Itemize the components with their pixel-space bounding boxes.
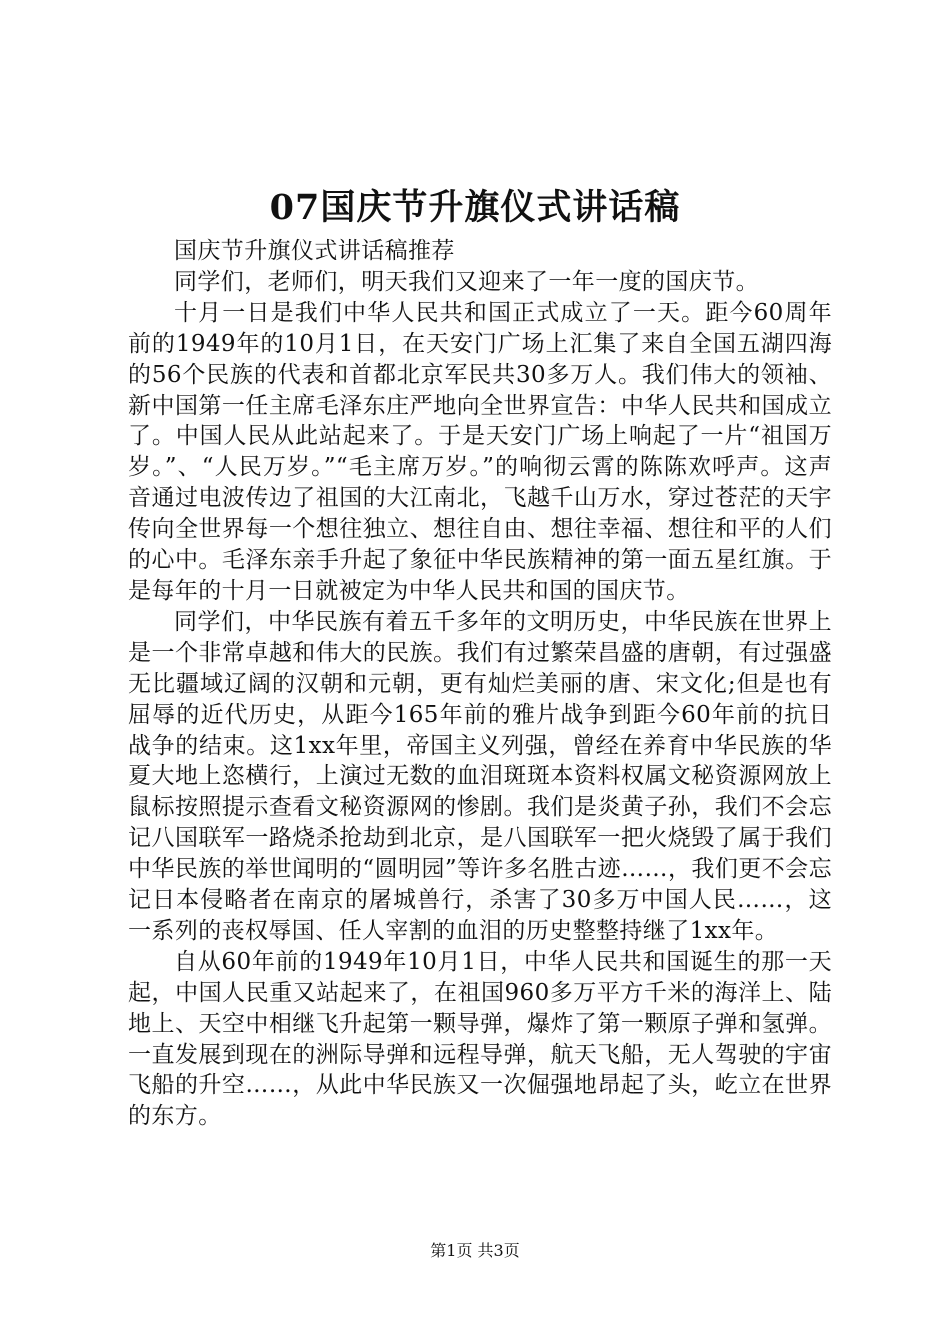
page-title: 07国庆节升旗仪式讲话稿 <box>269 187 681 228</box>
paragraph: 同学们，中华民族有着五千多年的文明历史，中华民族在世界上是一个非常卓越和伟大的民族。我们有过繁荣昌盛的唐朝，有过强盛无比疆域辽阔的汉朝和元朝，更有灿烂美丽的唐、宋文化;但是也有屈辱的近代历史，从距今165年前的雅片战争到距今60年前的抗日战争的结束。这1xx年里，帝国主义列强，曾经在养育中华民族的华夏大地上恣横行，上演过无数的血泪斑斑本资料权属文秘资源网放上鼠标按照提示查看文秘资源网的惨剧。我们是炎黄子孙，我们不会忘记八国联军一路烧杀抢劫到北京，是八国联军一把火烧毁了属于我们中华民族的举世闻明的“圆明园”等许多名胜古迹……，我们更不会忘记日本侵略者在南京的屠城兽行，杀害了30多万中国人民……，这一系列的丧权辱国、任人宰割的血泪的历史整整持继了1xx年。 <box>128 608 832 944</box>
paragraph-greeting: 同学们，老师们，明天我们又迎来了一年一度的国庆节。 <box>174 268 759 295</box>
paragraph-subtitle: 国庆节升旗仪式讲话稿推荐 <box>174 238 455 264</box>
paragraph: 自从60年前的1949年10月1日，中华人民共和国诞生的那一天起，中国人民重又站起来了，在祖国960多万平方千米的海洋上、陆地上、天空中相继飞升起第一颗导弹，爆炸了第一颗原子弹和氢弹。一直发展到现在的洲际导弹和远程导弹，航天飞船，无人驾驶的宇宙飞船的升空……，从此中华民族又一次倔强地昂起了头，屹立在世界的东方。 <box>128 948 832 1130</box>
page-footer: 第1页 共3页 <box>430 1241 520 1260</box>
document-body <box>128 236 832 1132</box>
paragraph: 十月一日是我们中华人民共和国正式成立了一天。距今60周年前的1949年的10月1日，在天安门广场上汇集了来自全国五湖四海的56个民族的代表和首都北京军民共30多万人。我们伟大的领袖、新中国第一任主席毛泽东庄严地向全世界宣告：中华人民共和国成立了。中国人民从此站起来了。于是天安门广场上响起了一片“祖国万岁。”、“人民万岁。”“毛主席万岁。”的响彻云霄的陈陈欢呼声。这声音通过电波传边了祖国的大江南北，飞越千山万水，穿过苍茫的天宇传向全世界每一个想往独立、想往自由、想往幸福、想往和平的人们的心中。毛泽东亲手升起了象征中华民族精神的第一面五星红旗。于是每年的十月一日就被定为中华人民共和国的国庆节。 <box>128 299 832 604</box>
